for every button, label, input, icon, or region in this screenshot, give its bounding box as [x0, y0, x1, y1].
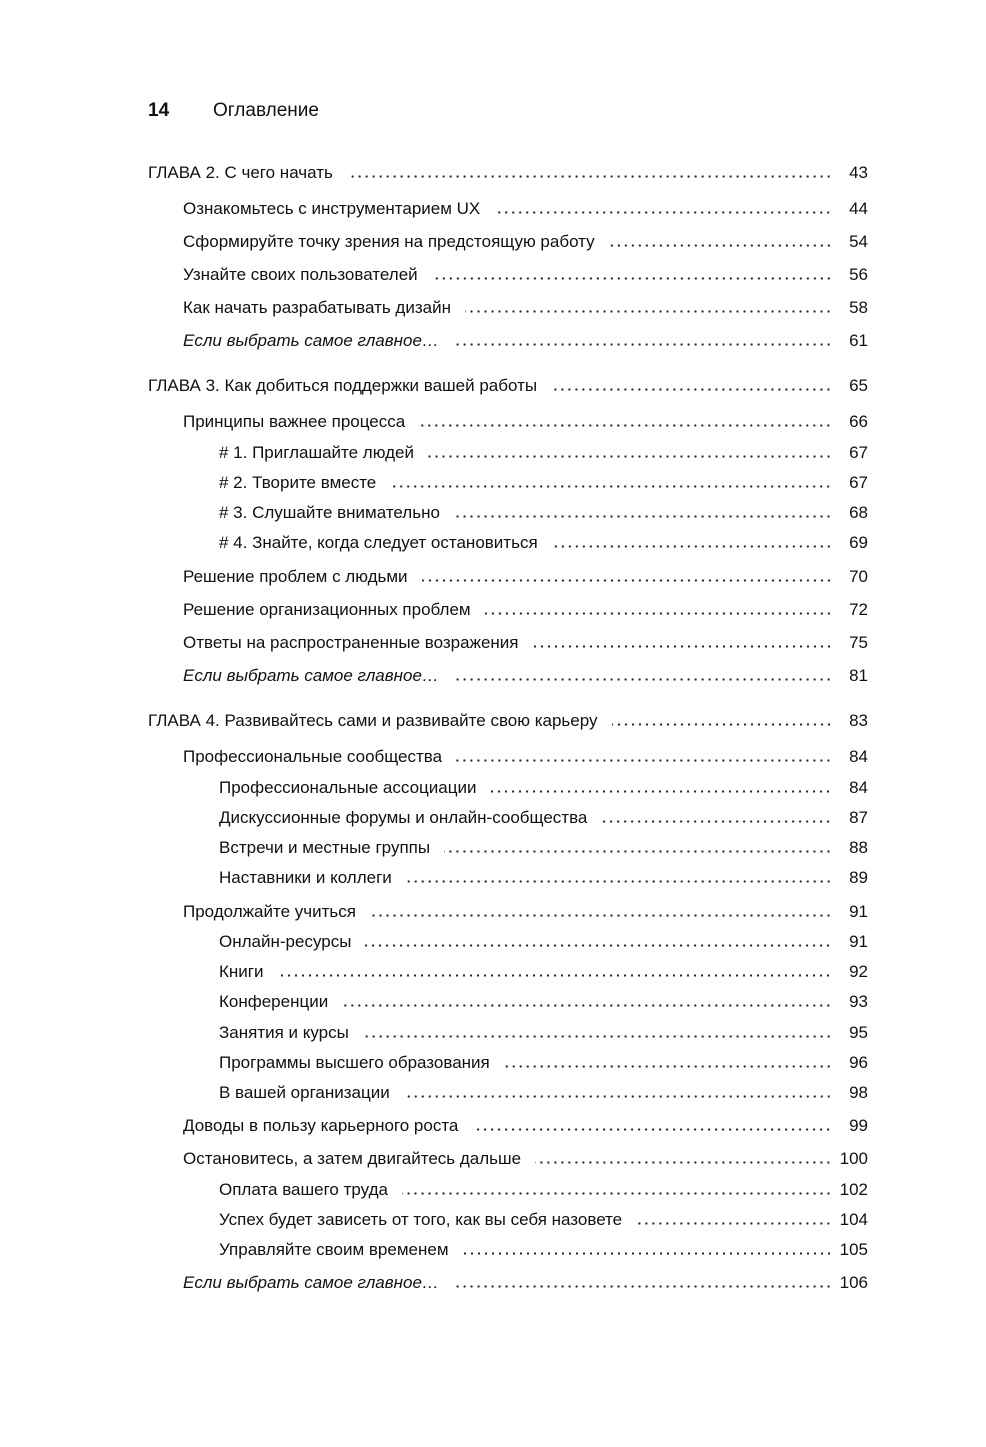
toc-entry-title: Ознакомьтесь с инструментарием UX: [183, 199, 481, 218]
toc-entry-page: 100: [839, 1149, 868, 1168]
dot-leader: [601, 820, 832, 823]
dot-leader: [406, 880, 832, 883]
toc-entry-title: # 2. Творите вместе: [219, 473, 377, 492]
toc-entry: [219, 1022, 868, 1044]
toc-entry-page: 66: [849, 412, 868, 431]
toc-entry-title: Принципы важнее процесса: [183, 412, 406, 431]
toc-entry-page: 95: [849, 1023, 868, 1042]
toc-entry: [183, 330, 868, 352]
dot-leader: [370, 914, 832, 917]
dot-leader: [636, 1222, 832, 1225]
dot-leader: [365, 944, 832, 947]
toc-entry-page: 87: [849, 808, 868, 827]
dot-leader: [465, 310, 832, 313]
toc-entry: [183, 746, 868, 768]
toc-entry-page: 44: [849, 199, 868, 218]
toc-entry-page: 104: [839, 1210, 868, 1229]
toc-entry-title: Ответы на распространенные возражения: [183, 633, 519, 652]
toc-entry: [183, 1115, 868, 1137]
toc-entry-page: 69: [849, 533, 868, 552]
toc-entry-title: Решение проблем с людьми: [183, 567, 408, 586]
toc-entry-title: Профессиональные сообщества: [183, 747, 443, 766]
toc-entry: [183, 1148, 868, 1170]
toc-entry-title: Доводы в пользу карьерного роста: [183, 1116, 459, 1135]
toc-entry-page: 91: [849, 932, 868, 951]
toc-entry: [219, 1209, 868, 1231]
toc-entry-title: # 4. Знайте, когда следует остановиться: [219, 533, 538, 552]
dot-leader: [551, 388, 832, 391]
dot-leader: [453, 1285, 832, 1288]
toc-entry-title: Если выбрать самое главное…: [183, 331, 439, 350]
dot-leader: [402, 1192, 832, 1195]
toc-entry: [183, 901, 868, 923]
toc-entry-title: Оплата вашего труда: [219, 1180, 388, 1199]
dot-leader: [428, 455, 832, 458]
dot-leader: [612, 723, 832, 726]
toc-entry: [183, 599, 868, 621]
dot-leader: [485, 612, 832, 615]
toc-entry-page: 81: [849, 666, 868, 685]
toc-entry: [219, 1082, 868, 1104]
toc-entry-title: Продолжайте учиться: [183, 902, 356, 921]
toc-entry: [183, 198, 868, 220]
toc-chapter-entry: [148, 162, 868, 184]
toc-entry: [219, 472, 868, 494]
toc-entry-title: В вашей организации: [219, 1083, 390, 1102]
dot-leader: [432, 277, 832, 280]
toc-entry-page: 102: [839, 1180, 868, 1199]
toc-entry-page: 67: [849, 443, 868, 462]
toc-entry-title: Конференции: [219, 992, 329, 1011]
toc-entry-title: Онлайн-ресурсы: [219, 932, 352, 951]
toc-entry-page: 99: [849, 1116, 868, 1135]
toc-entry-page: 61: [849, 331, 868, 350]
toc-entry: [219, 931, 868, 953]
toc-entry: [219, 502, 868, 524]
dot-leader: [609, 244, 832, 247]
toc-entry-title: Узнайте своих пользователей: [183, 265, 418, 284]
toc-entry-page: 93: [849, 992, 868, 1011]
toc-entry-title: Наставники и коллеги: [219, 868, 392, 887]
page-number: 14: [148, 100, 170, 121]
dot-leader: [342, 1004, 832, 1007]
toc-entry-page: 58: [849, 298, 868, 317]
toc-entry: [183, 665, 868, 687]
toc-entry-page: 68: [849, 503, 868, 522]
toc-entry-title: Успех будет зависеть от того, как вы себя назовете: [219, 1210, 623, 1229]
toc-entry: [219, 807, 868, 829]
dot-leader: [419, 424, 832, 427]
toc-entry: [219, 991, 868, 1013]
toc-entry-title: Сформируйте точку зрения на предстоящую работу: [183, 232, 595, 251]
toc-entry: [183, 297, 868, 319]
dot-leader: [533, 645, 833, 648]
toc-entry-title: Занятия и курсы: [219, 1023, 349, 1042]
dot-leader: [453, 678, 832, 681]
toc-entry-page: 96: [849, 1053, 868, 1072]
toc-entry: [219, 532, 868, 554]
toc-entry-title: Если выбрать самое главное…: [183, 1273, 439, 1292]
toc-entry: [183, 411, 868, 433]
toc-entry-page: 105: [839, 1240, 868, 1259]
toc-entry-page: 70: [849, 567, 868, 586]
toc-entry-title: Решение организационных проблем: [183, 600, 471, 619]
toc-entry: [219, 961, 868, 983]
dot-leader: [390, 485, 832, 488]
toc-chapter-entry: [148, 375, 868, 397]
toc-entry-page: 106: [839, 1273, 868, 1292]
toc-entry: [219, 1239, 868, 1261]
toc-entry-title: Книги: [219, 962, 264, 981]
toc-entry-title: Программы высшего образования: [219, 1053, 490, 1072]
toc-entry-page: 89: [849, 868, 868, 887]
toc-entry-title: Встречи и местные группы: [219, 838, 431, 857]
toc-chapter-entry: [148, 710, 868, 732]
dot-leader: [472, 1128, 832, 1131]
toc-entry-title: Как начать разрабатывать дизайн: [183, 298, 451, 317]
dot-leader: [453, 343, 832, 346]
dot-leader: [535, 1161, 832, 1164]
toc-entry-page: 88: [849, 838, 868, 857]
toc-entry-title: ГЛАВА 2. С чего начать: [148, 163, 333, 182]
toc-entry-page: 56: [849, 265, 868, 284]
toc-entry-title: Профессиональные ассоциации: [219, 778, 477, 797]
toc-entry: [219, 1179, 868, 1201]
toc-entry: [183, 566, 868, 588]
dot-leader: [552, 545, 832, 548]
toc-entry: [183, 231, 868, 253]
running-title: Оглавление: [213, 100, 319, 121]
dot-leader: [454, 515, 832, 518]
toc-entry: [183, 632, 868, 654]
toc-entry-title: ГЛАВА 4. Развивайтесь сами и развивайте свою карьеру: [148, 711, 598, 730]
toc-entry-title: # 3. Слушайте внимательно: [219, 503, 440, 522]
dot-leader: [490, 790, 832, 793]
toc-entry-page: 84: [849, 778, 868, 797]
toc-entry-title: Дискуссионные форумы и онлайн-сообщества: [219, 808, 588, 827]
toc-entry-page: 83: [849, 711, 868, 730]
toc-entry-title: Если выбрать самое главное…: [183, 666, 439, 685]
toc-entry-page: 98: [849, 1083, 868, 1102]
dot-leader: [456, 759, 832, 762]
toc-entry-page: 75: [849, 633, 868, 652]
dot-leader: [404, 1095, 832, 1098]
dot-leader: [347, 175, 832, 178]
dot-leader: [277, 974, 832, 977]
toc-entry-title: # 1. Приглашайте людей: [219, 443, 414, 462]
toc-entry-page: 67: [849, 473, 868, 492]
toc-entry: [219, 837, 868, 859]
toc-entry-title: ГЛАВА 3. Как добиться поддержки вашей работы: [148, 376, 538, 395]
toc-entry: [219, 1052, 868, 1074]
toc-entry-title: Остановитесь, а затем двигайтесь дальше: [183, 1149, 522, 1168]
toc-entry: [183, 264, 868, 286]
dot-leader: [363, 1035, 832, 1038]
dot-leader: [504, 1065, 832, 1068]
dot-leader: [444, 850, 832, 853]
toc-entry-page: 65: [849, 376, 868, 395]
toc-entry-page: 43: [849, 163, 868, 182]
toc-entry-page: 54: [849, 232, 868, 251]
toc-entry-title: Управляйте своим временем: [219, 1240, 449, 1259]
toc-entry-page: 92: [849, 962, 868, 981]
toc-entry-page: 72: [849, 600, 868, 619]
toc-entry: [219, 442, 868, 464]
dot-leader: [463, 1252, 833, 1255]
toc-entry-page: 91: [849, 902, 868, 921]
dot-leader: [494, 211, 832, 214]
toc-entry: [183, 1272, 868, 1294]
dot-leader: [422, 579, 832, 582]
toc-entry-page: 84: [849, 747, 868, 766]
toc-entry: [219, 777, 868, 799]
toc-entry: [219, 867, 868, 889]
